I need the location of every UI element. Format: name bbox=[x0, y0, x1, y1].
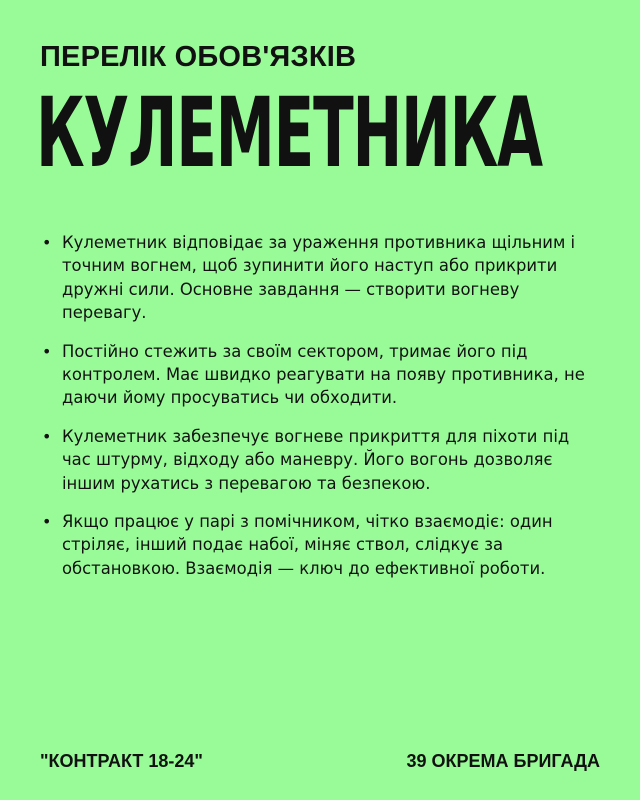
subtitle: ПЕРЕЛІК ОБОВ'ЯЗКІВ bbox=[40, 41, 357, 73]
footer-brigade: 39 ОКРЕМА БРИГАДА bbox=[406, 751, 600, 771]
duty-text: Якщо працює у парі з помічником, чітко взаємодіє: один стріляє, інший подає набої, міняє ствол, слідкує за обстановкою. Взаємодія — ключ до ефективної роботи. bbox=[62, 512, 553, 578]
bullet-icon: • bbox=[42, 426, 52, 446]
bullet-icon: • bbox=[42, 233, 52, 252]
list-item bbox=[40, 231, 600, 325]
page-title: КУЛЕМЕТНИКА bbox=[36, 77, 542, 189]
duties-list bbox=[40, 231, 600, 595]
footer-campaign: "КОНТРАКТ 18-24" bbox=[40, 751, 203, 771]
bullet-icon: • bbox=[42, 512, 52, 532]
duty-text: Кулеметник відповідає за ураження противника щільним і точним вогнем, щоб зупинити його наступ або прикрити дружні сили. Основне завдання — створити вогневу перевагу. bbox=[62, 233, 576, 323]
list-item bbox=[40, 425, 600, 495]
duty-text: Постійно стежить за своїм сектором, тримає його під контролем. Має швидко реагувати на появу противника, не даючи йому просуватись чи обходити. bbox=[62, 341, 585, 408]
duty-text: Кулеметник забезпечує вогневе прикриття для піхоти під час штурму, відходу або маневру. Його вогонь дозволяє іншим рухатись з перевагою та безпекою. bbox=[62, 426, 570, 493]
list-item bbox=[40, 340, 600, 410]
list-item bbox=[40, 510, 600, 580]
bullet-icon: • bbox=[42, 341, 52, 361]
